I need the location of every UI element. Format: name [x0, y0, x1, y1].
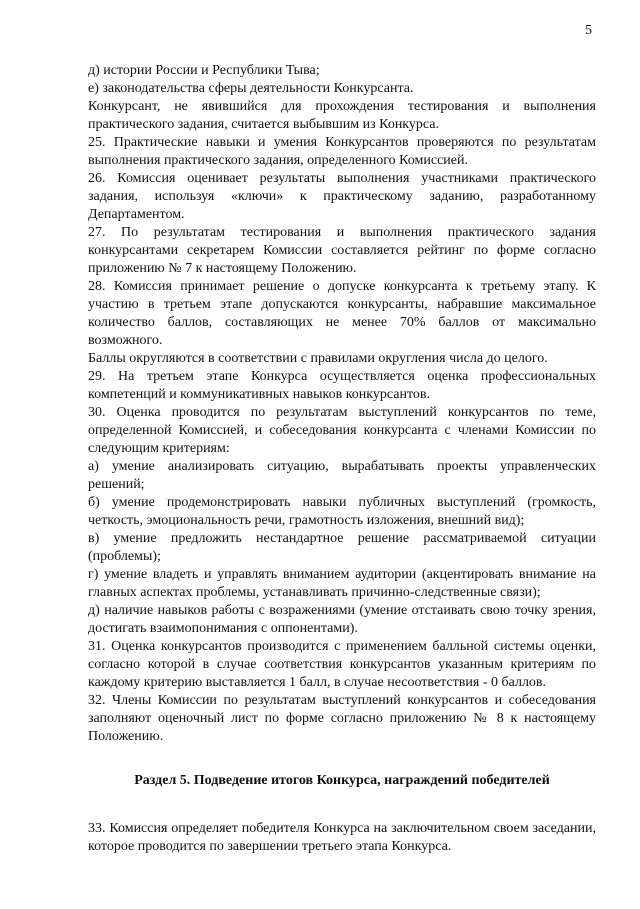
paragraph-item-e-legislation: е) законодательства сферы деятельности Конкурсанта. [88, 81, 414, 96]
paragraph-32: 32. Члены Комиссии по результатам выступлений конкурсантов и собеседования заполняют оценочный лист по форме согласно приложению № 8 к настоящему Положению. [88, 693, 596, 744]
paragraph-27: 27. По результатам тестирования и выполнения практического задания конкурсантами секретарем Комиссии составляется рейтинг по форме согласно приложению № 7 к настоящему Положению. [88, 225, 596, 276]
paragraph-28: 28. Комиссия принимает решение о допуске конкурсанта к третьему этапу. К участию в третьем этапе допускаются конкурсанты, набравшие максимальное количество баллов, составляющих не менее 70% баллов от максимально возможного. [88, 279, 596, 348]
criterion-v: в) умение предложить нестандартное решение рассматриваемой ситуации (проблемы); [88, 531, 596, 564]
criterion-a: а) умение анализировать ситуацию, вырабатывать проекты управленческих решений; [88, 459, 596, 492]
criterion-g: г) умение владеть и управлять вниманием аудитории (акцентировать внимание на главных аспектах проблемы, устанавливать причинно-следственные связи); [88, 567, 596, 600]
paragraph-26: 26. Комиссия оценивает результаты выполнения участниками практического задания, используя «ключи» к практическому заданию, разработанному Департаментом. [88, 171, 596, 222]
section-heading: Раздел 5. Подведение итогов Конкурса, награждений победителей [134, 773, 550, 788]
criterion-b: б) умение продемонстрировать навыки публичных выступлений (громкость, четкость, эмоциональность речи, грамотность изложения, внешний вид); [88, 495, 596, 528]
paragraph-30: 30. Оценка проводится по результатам выступлений конкурсантов по теме, определенной Комиссией, и собеседования конкурсанта с членами Комиссии по следующим критериям: [88, 405, 596, 456]
page-number: 5 [585, 23, 592, 38]
paragraph-31: 31. Оценка конкурсантов производится с применением балльной системы оценки, согласно которой в случае соответствия конкурсантов указанным критериям по каждому критерию выставляется 1 балл, в случае несоответствия - 0 баллов. [88, 639, 596, 690]
paragraph-item-d-history: д) истории России и Республики Тыва; [88, 63, 320, 78]
paragraph-25: 25. Практические навыки и умения Конкурсантов проверяются по результатам выполнения практического задания, определенного Комиссией. [88, 135, 596, 168]
paragraph-dropout-rule: Конкурсант, не явившийся для прохождения тестирования и выполнения практического задания, считается выбывшим из Конкурса. [88, 99, 596, 132]
document-body [88, 62, 596, 856]
paragraph-33: 33. Комиссия определяет победителя Конкурса на заключительном своем заседании, которое проводится по завершении третьего этапа Конкурса. [88, 821, 596, 854]
paragraph-rounding: Баллы округляются в соответствии с правилами округления числа до целого. [88, 351, 548, 366]
paragraph-29: 29. На третьем этапе Конкурса осуществляется оценка профессиональных компетенций и коммуникативных навыков конкурсантов. [88, 369, 596, 402]
criterion-d: д) наличие навыков работы с возражениями (умение отстаивать свою точку зрения, достигать взаимопонимания с оппонентами). [88, 603, 596, 636]
